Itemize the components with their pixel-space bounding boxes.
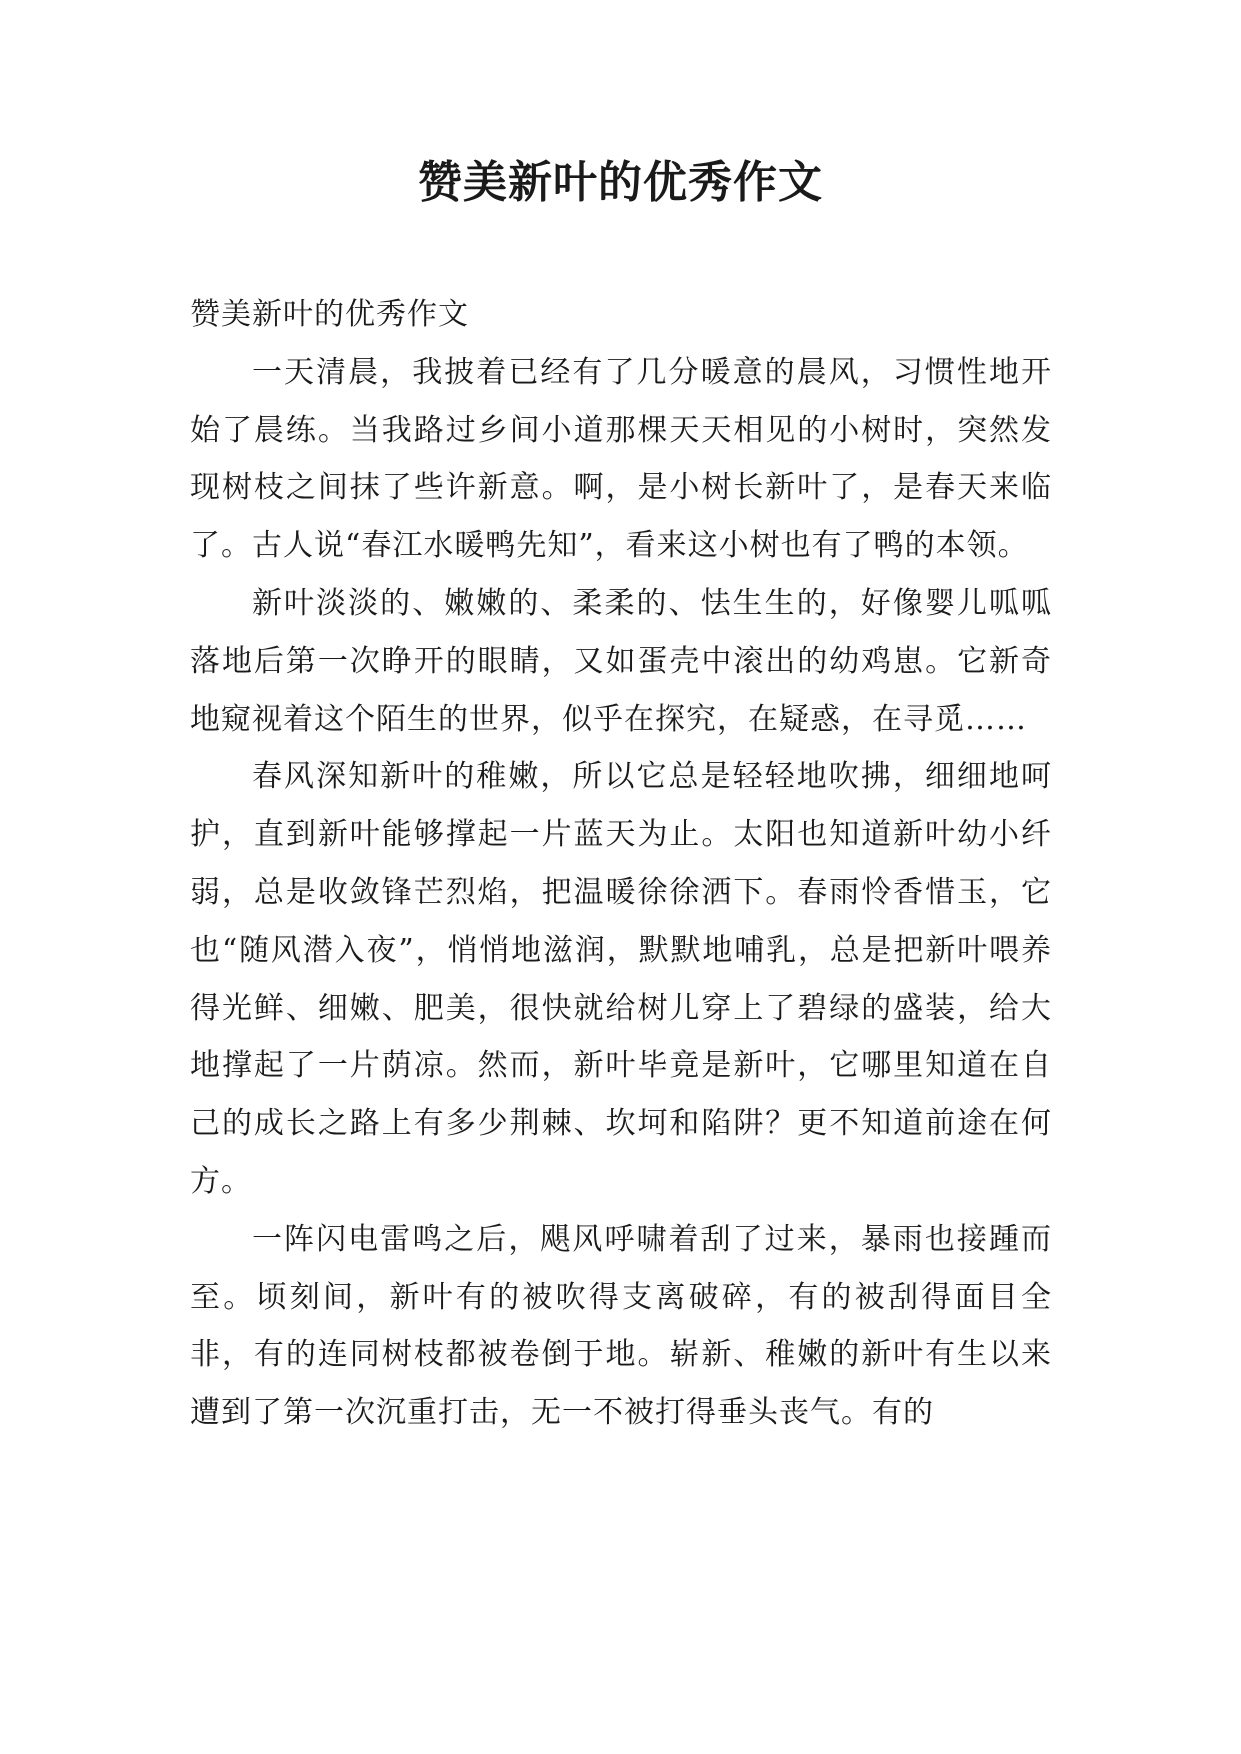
paragraph-2: 新叶淡淡的、嫩嫩的、柔柔的、怯生生的，好像婴儿呱呱落地后第一次睁开的眼睛，又如蛋壳中滚出的幼鸡崽。它新奇地窥视着这个陌生的世界，似乎在探究，在疑惑，在寻觅…… — [190, 585, 1052, 737]
paragraph-4: 一阵闪电雷鸣之后，飓风呼啸着刮了过来，暴雨也接踵而至。顷刻间，新叶有的被吹得支离破碎，有的被刮得面目全非，有的连同树枝都被卷倒于地。崭新、稚嫩的新叶有生以来遭到了第一次沉重打击，无一不被打得垂头丧气。有的 — [190, 1221, 1052, 1431]
document-body — [190, 286, 1052, 1442]
paragraph-1: 一天清晨，我披着已经有了几分暖意的晨风，习惯性地开始了晨练。当我路过乡间小道那棵天天相见的小树时，突然发现树枝之间抹了些许新意。啊，是小树长新叶了，是春天来临了。古人说“春江水暖鸭先知”，看来这小树也有了鸭的本领。 — [190, 354, 1052, 564]
page-title: 赞美新叶的优秀作文 — [418, 157, 823, 208]
paragraph-3: 春风深知新叶的稚嫩，所以它总是轻轻地吹拂，细细地呵护，直到新叶能够撑起一片蓝天为止。太阳也知道新叶幼小纤弱，总是收敛锋芒烈焰，把温暖徐徐洒下。春雨怜香惜玉，它也“随风潜入夜”，悄悄地滋润，默默地哺乳，总是把新叶喂养得光鲜、细嫩、肥美，很快就给树儿穿上了碧绿的盛装，给大地撑起了一片荫凉。然而，新叶毕竟是新叶，它哪里知道在自己的成长之路上有多少荆棘、坎坷和陷阱？更不知道前途在何方。 — [190, 759, 1052, 1199]
document-subtitle: 赞美新叶的优秀作文 — [190, 297, 469, 332]
